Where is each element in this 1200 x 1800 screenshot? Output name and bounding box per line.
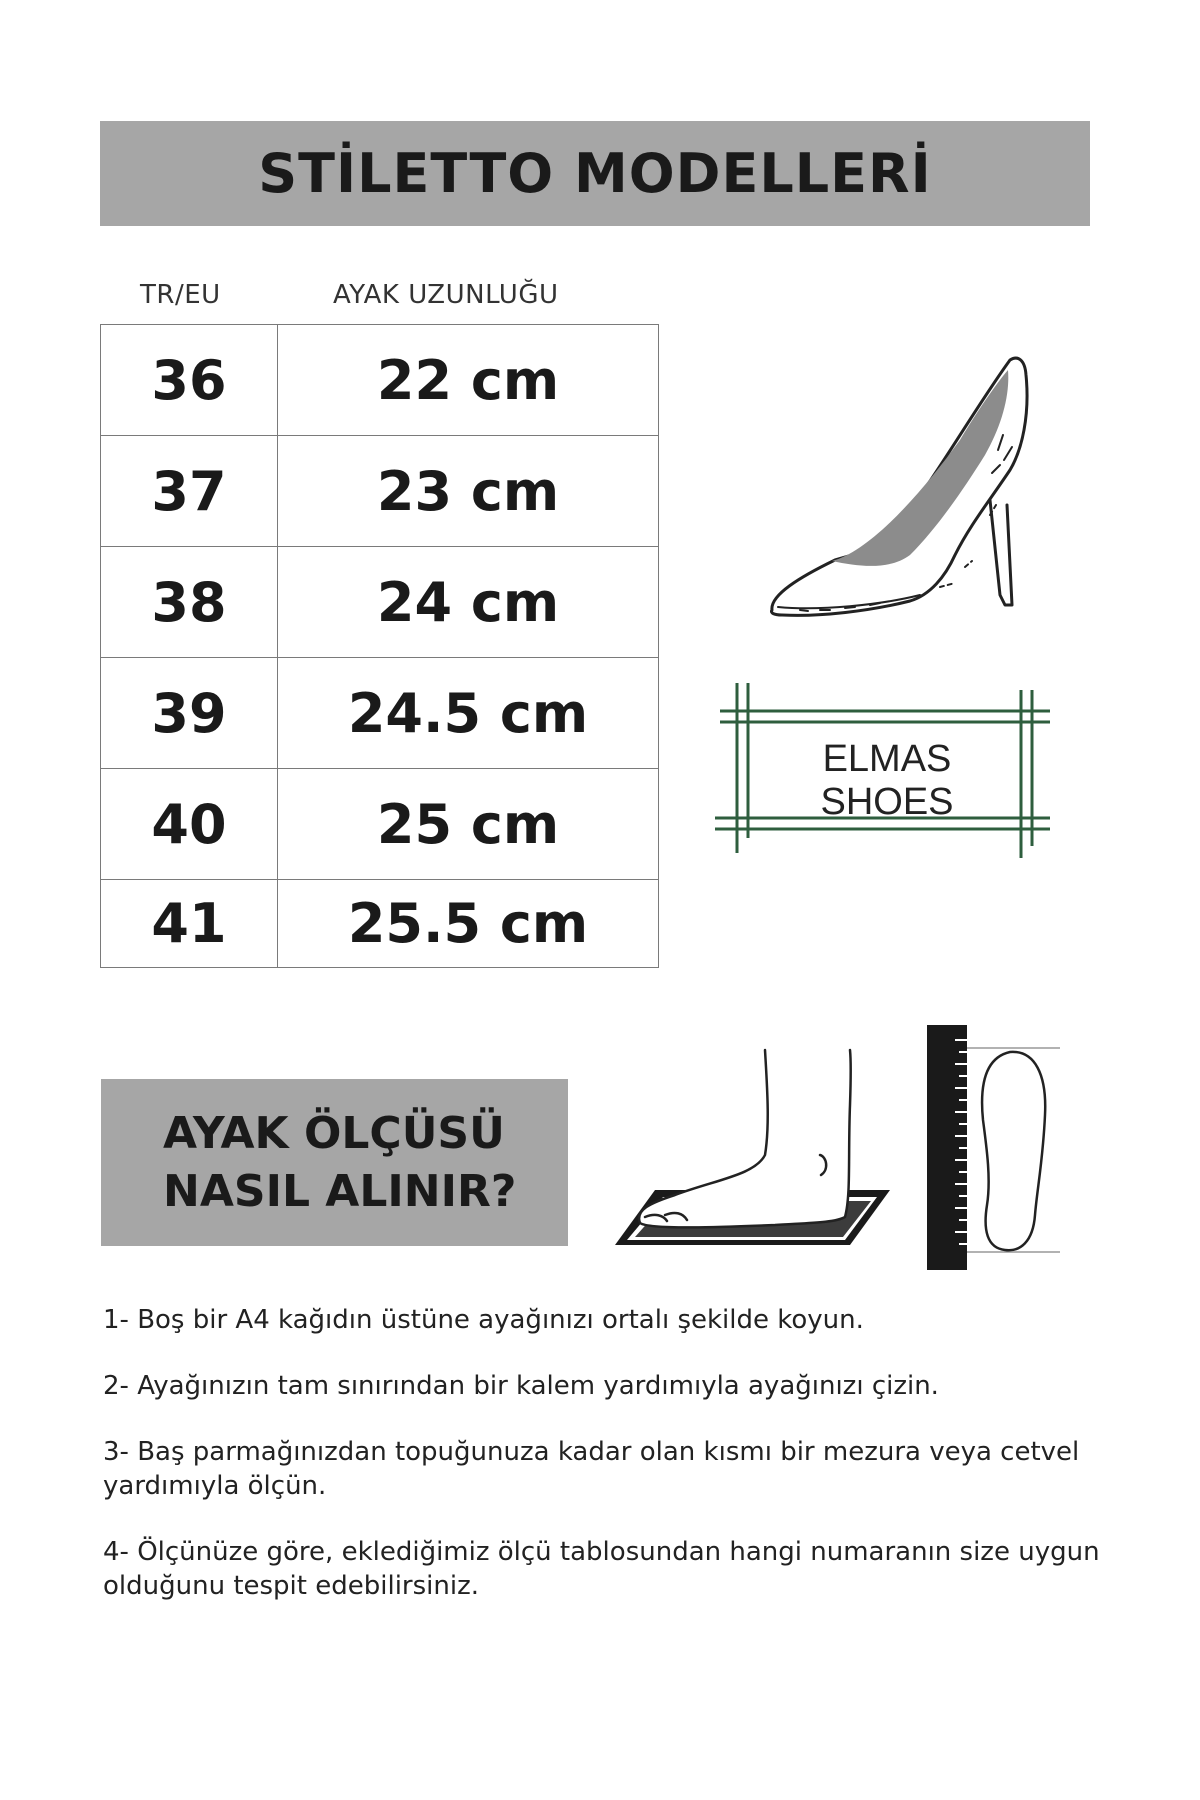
length-cell: 25.5 cm (278, 880, 659, 968)
title-banner (100, 121, 1090, 226)
size-column-header: TR/EU (140, 280, 221, 310)
instruction-step: 3- Baş parmağınızdan topuğunuza kadar olan kısmı bir mezura veya cetvel yardımıyla ölçün. (103, 1437, 1080, 1501)
length-cell: 24 cm (278, 547, 659, 658)
brand-name: ELMAS SHOES (820, 738, 954, 823)
size-cell: 39 (101, 658, 278, 769)
foot-on-paper-icon (605, 1045, 905, 1255)
table-row (101, 547, 659, 658)
length-cell: 23 cm (278, 436, 659, 547)
instruction-step: 2- Ayağınızın tam sınırından bir kalem yardımıyla ayağınızı çizin. (103, 1371, 939, 1401)
size-table (100, 324, 659, 968)
length-column-header: AYAK UZUNLUĞU (333, 280, 559, 310)
how-to-measure-banner (101, 1079, 568, 1246)
table-row (101, 658, 659, 769)
length-cell: 25 cm (278, 769, 659, 880)
table-row (101, 436, 659, 547)
size-cell: 40 (101, 769, 278, 880)
instruction-step: 1- Boş bir A4 kağıdın üstüne ayağınızı ortalı şekilde koyun. (103, 1305, 864, 1335)
instructions (103, 1303, 1103, 1635)
size-cell: 36 (101, 325, 278, 436)
how-to-heading-line1: AYAK ÖLÇÜSÜ (163, 1108, 505, 1160)
size-cell: 41 (101, 880, 278, 968)
stiletto-shoe-icon (760, 355, 1060, 645)
page-title: STİLETTO MODELLERİ (258, 142, 932, 205)
how-to-heading-line2: NASIL ALINIR? (163, 1165, 517, 1217)
foot-ruler-icon (925, 1020, 1065, 1275)
length-cell: 24.5 cm (278, 658, 659, 769)
length-cell: 22 cm (278, 325, 659, 436)
size-cell: 37 (101, 436, 278, 547)
table-row (101, 325, 659, 436)
table-row (101, 880, 659, 968)
instruction-step: 4- Ölçünüze göre, eklediğimiz ölçü tablosundan hangi numaranın size uygun olduğunu tespit edebilirsiniz. (103, 1537, 1100, 1601)
size-cell: 38 (101, 547, 278, 658)
table-row (101, 769, 659, 880)
